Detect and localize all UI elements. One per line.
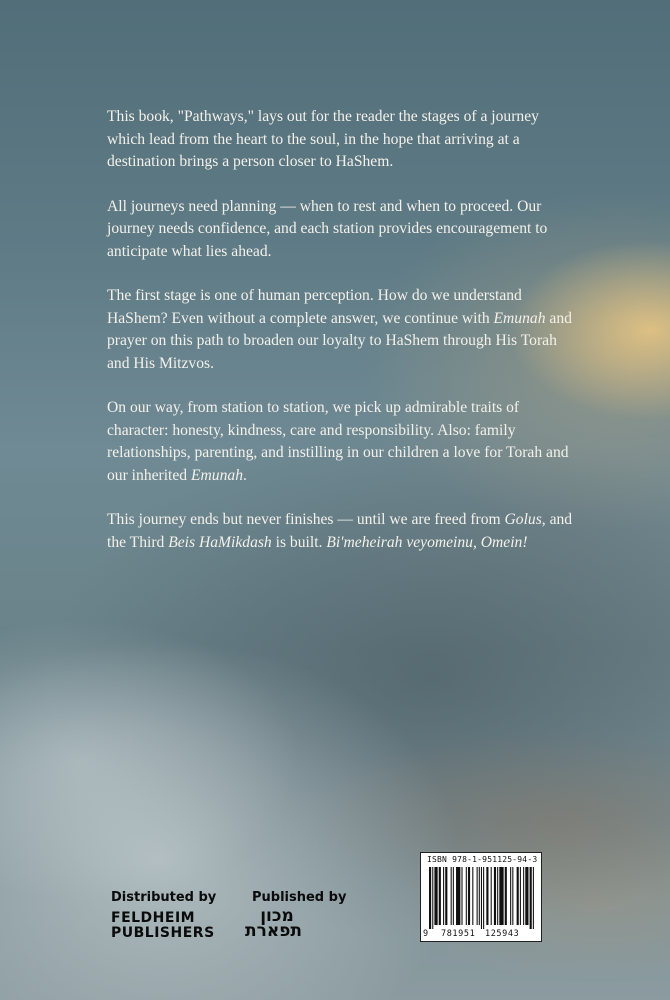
text-run: On our way, from station to station, we pick up admirable traits of character: honesty, kindness, care and responsibility. Also: family relationships, parenting, and instilling in our children a love for Torah and our inherited xyxy=(107,399,569,484)
text-run: and prayer on this path to broaden our loyalty to HaShem through His Torah and His Mitzvos. xyxy=(107,309,572,372)
barcode-bar xyxy=(468,867,470,925)
text-run: All journeys need planning — when to rest and when to proceed. Our journey needs confidence, and each station provides encouragement to anticipate what lies ahead. xyxy=(107,197,548,260)
distributor-name-line2: PUBLISHERS xyxy=(111,925,215,941)
barcode-digit-first: 9 xyxy=(423,929,429,939)
barcode-bar xyxy=(434,867,437,925)
text-run: The first stage is one of human perception. How do we understand HaShem? Even without a complete answer, we continue with xyxy=(107,287,522,327)
italic-term: Bi'meheirah veyomeinu, Omein! xyxy=(326,533,528,551)
publisher-logo xyxy=(244,906,302,941)
barcode-bar xyxy=(530,867,532,929)
publisher-label: Published by xyxy=(252,890,347,905)
distributor-block xyxy=(111,890,216,941)
paragraph xyxy=(107,285,577,375)
barcode-bar xyxy=(505,867,507,925)
italic-term: Beis HaMikdash xyxy=(168,533,272,551)
barcode-bar xyxy=(477,867,478,925)
distributor-name-line1: FELDHEIM xyxy=(111,910,196,926)
barcode-bar xyxy=(481,867,482,929)
barcode-bar xyxy=(445,867,447,925)
publisher-logo-line2: תפארת xyxy=(244,921,302,941)
barcode-bar xyxy=(472,867,473,925)
paragraph xyxy=(107,509,577,554)
publisher-logo-line1: מכון xyxy=(260,906,294,926)
italic-term: Emunah xyxy=(493,309,546,327)
paragraph xyxy=(107,106,577,174)
text-run: This journey ends but never finishes — until we are freed from xyxy=(107,511,505,528)
barcode-bar xyxy=(461,867,462,925)
barcode-bar xyxy=(429,867,431,929)
barcode-bar xyxy=(533,867,534,929)
barcode-bar xyxy=(432,867,433,929)
text-run: . xyxy=(243,466,247,484)
italic-term: Emunah xyxy=(191,466,243,484)
text-run: , and the Third xyxy=(107,511,573,551)
barcode-bar xyxy=(510,867,511,925)
barcode-bar xyxy=(439,867,441,925)
paragraph xyxy=(107,196,577,264)
barcode-bar xyxy=(523,867,524,925)
barcode-bar xyxy=(499,867,503,925)
barcode-bar xyxy=(456,867,460,925)
barcode-bar xyxy=(497,867,498,925)
barcode-bar xyxy=(443,867,444,925)
barcode-digits-left: 781951 xyxy=(441,929,476,939)
text-run: This book, "Pathways," lays out for the reader the stages of a journey which lead from the heart to the soul, in the hope that arriving at a destination brings a person closer to HaShem. xyxy=(107,108,539,170)
isbn-text: ISBN 978-1-951125-94-3 xyxy=(427,855,538,864)
paragraph xyxy=(107,397,577,487)
barcode-bar xyxy=(520,867,521,925)
blurb-text xyxy=(107,106,577,576)
barcode-bar xyxy=(479,867,480,925)
distributor-label: Distributed by xyxy=(111,890,217,905)
barcode-digits-right: 125943 xyxy=(485,929,520,939)
barcode-bar xyxy=(483,867,484,929)
barcode-bar xyxy=(491,867,492,925)
barcode-bar xyxy=(486,867,488,925)
isbn-barcode xyxy=(420,852,542,942)
publisher-block xyxy=(244,890,347,941)
barcode-bar xyxy=(512,867,513,925)
barcode-bar xyxy=(517,867,519,925)
barcode-bar xyxy=(525,867,528,925)
barcode-bar xyxy=(453,867,454,925)
barcode-bars xyxy=(429,867,535,929)
barcode-bar xyxy=(466,867,467,925)
text-run: is built. xyxy=(271,533,327,551)
barcode-bar xyxy=(494,867,496,925)
distributor-logo xyxy=(111,911,216,941)
italic-term: Golus xyxy=(504,511,542,528)
barcode-bar xyxy=(451,867,452,925)
